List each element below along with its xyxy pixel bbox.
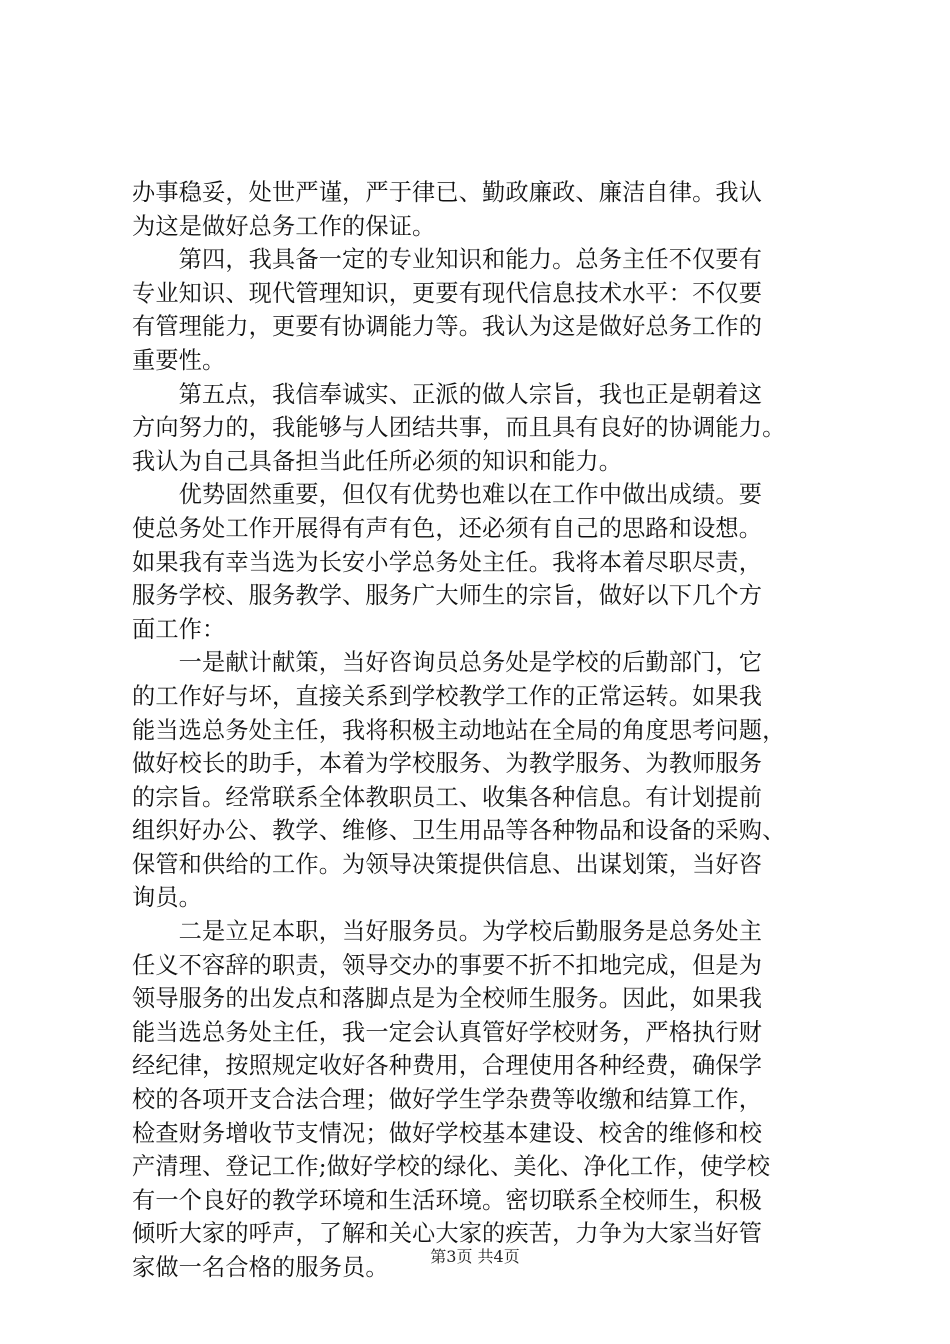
text-line: 专业知识、现代管理知识，更要有现代信息技术水平：不仅要	[132, 279, 763, 307]
text-line: 保管和供给的工作。为领导决策提供信息、出谋划策，当好咨	[132, 850, 763, 878]
text-line: 使总务处工作开展得有声有色，还必须有自己的思路和设想。	[132, 514, 763, 542]
text-line: 的宗旨。经常联系全体教职员工、收集各种信息。有计划提前	[132, 783, 763, 811]
document-body	[132, 176, 842, 1285]
text-line: 有管理能力，更要有协调能力等。我认为这是做好总务工作的	[132, 313, 763, 341]
text-line: 优势固然重要，但仅有优势也难以在工作中做出成绩。要	[132, 481, 763, 509]
text-line: 我认为自己具备担当此任所必须的知识和能力。	[132, 447, 623, 475]
text-line: 校的各项开支合法合理；做好学生学杂费等收缴和结算工作，	[132, 1086, 763, 1114]
text-line: 领导服务的出发点和落脚点是为全校师生服务。因此，如果我	[132, 985, 763, 1013]
text-line: 能当选总务处主任，我将积极主动地站在全局的角度思考问题，	[132, 716, 786, 744]
text-line: 方向努力的，我能够与人团结共事，而且具有良好的协调能力。	[132, 414, 786, 442]
text-line: 组织好办公、教学、维修、卫生用品等各种物品和设备的采购、	[132, 817, 786, 845]
text-line: 如果我有幸当选为长安小学总务处主任。我将本着尽职尽责，	[132, 548, 763, 576]
text-line: 做好校长的助手，本着为学校服务、为教学服务、为教师服务	[132, 750, 763, 778]
text-line: 二是立足本职，当好服务员。为学校后勤服务是总务处主	[132, 918, 763, 946]
text-line: 服务学校、服务教学、服务广大师生的宗旨，做好以下几个方	[132, 582, 763, 610]
page-number-footer: 第3页 共4页	[430, 1247, 520, 1266]
text-line: 为这是做好总务工作的保证。	[132, 212, 436, 240]
text-line: 倾听大家的呼声，了解和关心大家的疾苦，力争为大家当好管	[132, 1220, 763, 1248]
text-line: 办事稳妥，处世严谨，严于律已、勤政廉政、廉洁自律。我认	[132, 179, 763, 206]
text-line: 面工作：	[132, 615, 226, 643]
text-line: 询员。	[132, 884, 203, 912]
text-line: 有一个良好的教学环境和生活环境。密切联系全校师生，积极	[132, 1186, 763, 1214]
text-line: 任义不容辞的职责，领导交办的事要不折不扣地完成，但是为	[132, 951, 763, 979]
text-line: 经纪律，按照规定收好各种费用，合理使用各种经费，确保学	[132, 1052, 763, 1080]
text-line: 重要性。	[132, 346, 226, 374]
text-line: 第五点，我信奉诚实、正派的做人宗旨，我也正是朝着这	[132, 380, 763, 408]
text-line: 家做一名合格的服务员。	[132, 1254, 389, 1281]
text-line: 一是献计献策，当好咨询员总务处是学校的后勤部门，它	[132, 649, 763, 677]
text-line: 第四，我具备一定的专业知识和能力。总务主任不仅要有	[132, 246, 763, 274]
text-line: 能当选总务处主任，我一定会认真管好学校财务，严格执行财	[132, 1018, 763, 1046]
text-line: 的工作好与坏，直接关系到学校教学工作的正常运转。如果我	[132, 682, 763, 710]
text-line: 检查财务增收节支情况；做好学校基本建设、校舍的维修和校	[132, 1119, 763, 1147]
text-line: 产清理、登记工作;做好学校的绿化、美化、净化工作，使学校	[132, 1153, 771, 1181]
